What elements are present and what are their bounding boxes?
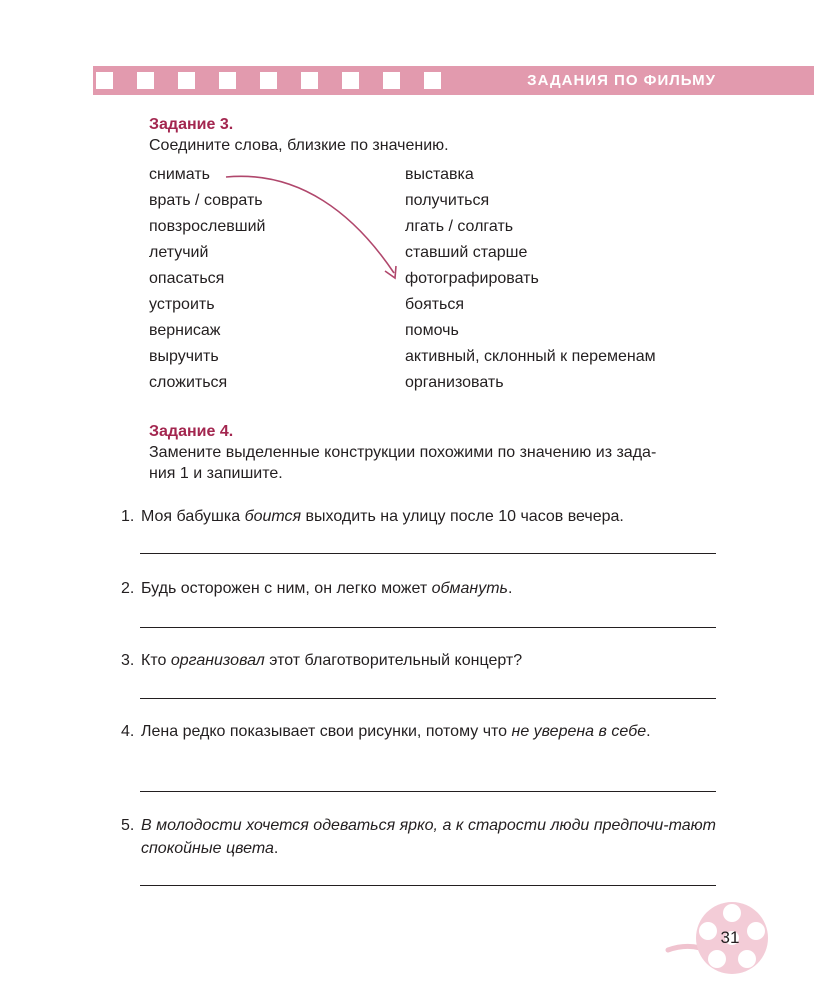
right-word: фотографировать [405, 270, 539, 287]
answer-line[interactable] [140, 885, 716, 886]
task4-title: Задание 4. [149, 423, 234, 440]
right-word: бояться [405, 296, 465, 313]
left-word: вернисаж [149, 322, 221, 339]
question-text-end: этот благотворительный концерт? [264, 652, 523, 669]
left-word: снимать [149, 166, 210, 183]
answer-line[interactable] [140, 698, 716, 699]
question-text-end: . [646, 723, 651, 740]
question-text: Лена редко показывает свои рисунки, потому что [141, 723, 512, 740]
section-title: ЗАДАНИЯ ПО ФИЛЬМУ [527, 72, 716, 89]
right-word: помочь [405, 322, 459, 339]
question-number: 1. [121, 508, 135, 525]
task3-instruction: Соедините слова, близкие по значению. [149, 137, 449, 154]
question-number: 4. [121, 723, 135, 740]
answer-line[interactable] [140, 791, 716, 792]
right-word: лгать / солгать [405, 218, 514, 235]
question-highlight: организовал [170, 652, 265, 669]
right-word: организовать [405, 374, 504, 391]
question-item [121, 649, 716, 672]
question-number: 5. [121, 817, 135, 834]
left-word: повзрослевший [149, 218, 266, 235]
task3-title: Задание 3. [149, 116, 234, 133]
question-number: 2. [121, 580, 135, 597]
left-word: врать / соврать [149, 192, 263, 209]
question-text-end: . [273, 840, 279, 857]
right-word: активный, склонный к переменам [405, 348, 656, 365]
question-item [121, 505, 716, 528]
question-item [121, 720, 716, 743]
question-text: Кто [141, 652, 171, 669]
question-text-end: . [507, 580, 513, 597]
left-word: устроить [149, 296, 215, 313]
right-word: ставший старше [405, 244, 528, 261]
question-text: Моя бабушка [141, 508, 245, 525]
answer-line[interactable] [140, 627, 716, 628]
question-item [121, 577, 716, 600]
task4-instruction-line1: Замените выделенные конструкции похожими по значению из зада- [149, 444, 657, 461]
question-highlight: обмануть [431, 580, 508, 597]
left-word: выручить [149, 348, 219, 365]
right-word: получиться [405, 192, 490, 209]
page-number: 31 [720, 928, 740, 947]
question-number: 3. [121, 652, 135, 669]
question-text-end: выходить на улицу после 10 часов вечера. [301, 508, 624, 525]
question-item [121, 814, 716, 860]
question-highlight: не уверена в себе [511, 723, 647, 740]
answer-line[interactable] [140, 553, 716, 554]
left-word: сложиться [149, 374, 228, 391]
right-word: выставка [405, 166, 474, 183]
left-word: летучий [149, 244, 209, 261]
task4-instruction-line2: ния 1 и запишите. [149, 465, 283, 482]
left-word: опасаться [149, 270, 225, 287]
question-text: Будь осторожен с ним, он легко может [141, 580, 432, 597]
question-highlight: В молодости хочется одеваться ярко, а к старости люди предпочи-тают спокойные цвета [141, 817, 716, 857]
question-highlight: боится [244, 508, 302, 525]
